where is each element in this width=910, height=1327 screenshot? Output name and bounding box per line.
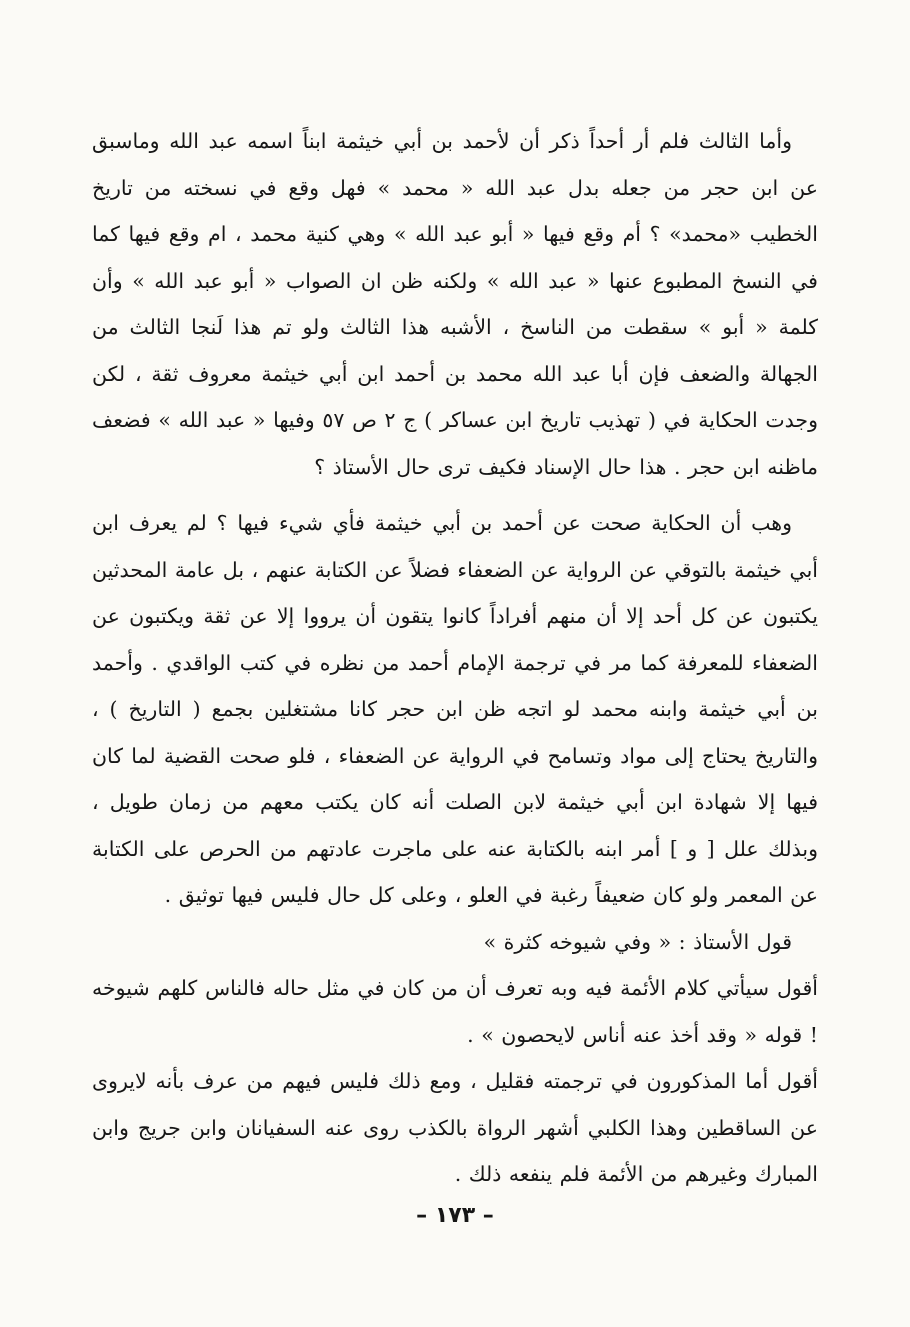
paragraph-3-quote-heading: قول الأستاذ : « وفي شيوخه كثرة »	[483, 929, 792, 954]
paragraph-1: وأما الثالث فلم أر أحداً ذكر أن لأحمد بن أبي خيثمة ابناً اسمه عبد الله وماسبق عن ابن حجر من جعله بدل عبد الله « محمد » فهل وقع في نسخته من تاريخ الخطيب «محمد» ؟ أم وقع فيها « أبو عبد الله » وهي كنية محمد ، ام وقع فيها كما في النسخ المطبوع عنها « عبد الله » ولكنه ظن ان الصواب « أبو عبد الله » وأن كلمة « أبو » سقطت من الناسخ ، الأشبه هذا الثالث ولو تم هذا لَنجا الثالث من الجهالة والضعف فإن أبا عبد الله محمد بن أحمد ابن أبي خيثمة معروف ثقة ، لكن وجدت الحكاية في ( تهذيب تاريخ ابن عساكر ) ج ٢ ص ٥٧ وفيها « عبد الله » فضعف ماظنه ابن حجر . هذا حال الإسناد فكيف ترى حال الأستاذ ؟	[92, 129, 818, 479]
page-number: – ١٧٣ –	[416, 1203, 494, 1228]
paragraph-4: أقول سيأتي كلام الأئمة فيه وبه تعرف أن من كان في مثل حاله فالناس كلهم شيوخه ! قوله « وقد أخذ عنه أناس لايحصون » .	[92, 976, 818, 1047]
paragraph-2: وهب أن الحكاية صحت عن أحمد بن أبي خيثمة فأي شيء فيها ؟ لم يعرف ابن أبي خيثمة بالتوقي عن الرواية عن الضعفاء فضلاً عن الكتابة عنهم ، بل عامة المحدثين يكتبون عن كل أحد إلا أن منهم أفراداً كانوا يتقون أن يرووا إلا عن ثقة ويكتبون عن الضعفاء للمعرفة كما مر في ترجمة الإمام أحمد من نظره في كتب الواقدي . وأحمد بن أبي خيثمة وابنه محمد لو اتجه ظن ابن حجر كانا مشتغلين بجمع ( التاريخ ) ، والتاريخ يحتاج إلى مواد وتسامح في الرواية عن الضعفاء ، فلو صحت القضية لما كان فيها إلا شهادة ابن أبي خيثمة لابن الصلت أنه كان يكتب معهم من زمان طويل ، وبذلك علل [ و ] أمر ابنه بالكتابة عنه على ماجرت عادتهم من الحرص على الكتابة عن المعمر ولو كان ضعيفاً رغبة في العلو ، وعلى كل حال فليس فيها توثيق .	[92, 511, 818, 907]
paragraph-5: أقول أما المذكورون في ترجمته فقليل ، ومع ذلك فليس فيهم من عرف بأنه لايروى عن الساقطين وهذا الكلبي أشهر الرواة بالكذب روى عنه السفيانان وابن جريج وابن المبارك وغيرهم من الأئمة فلم ينفعه ذلك .	[92, 1069, 818, 1186]
